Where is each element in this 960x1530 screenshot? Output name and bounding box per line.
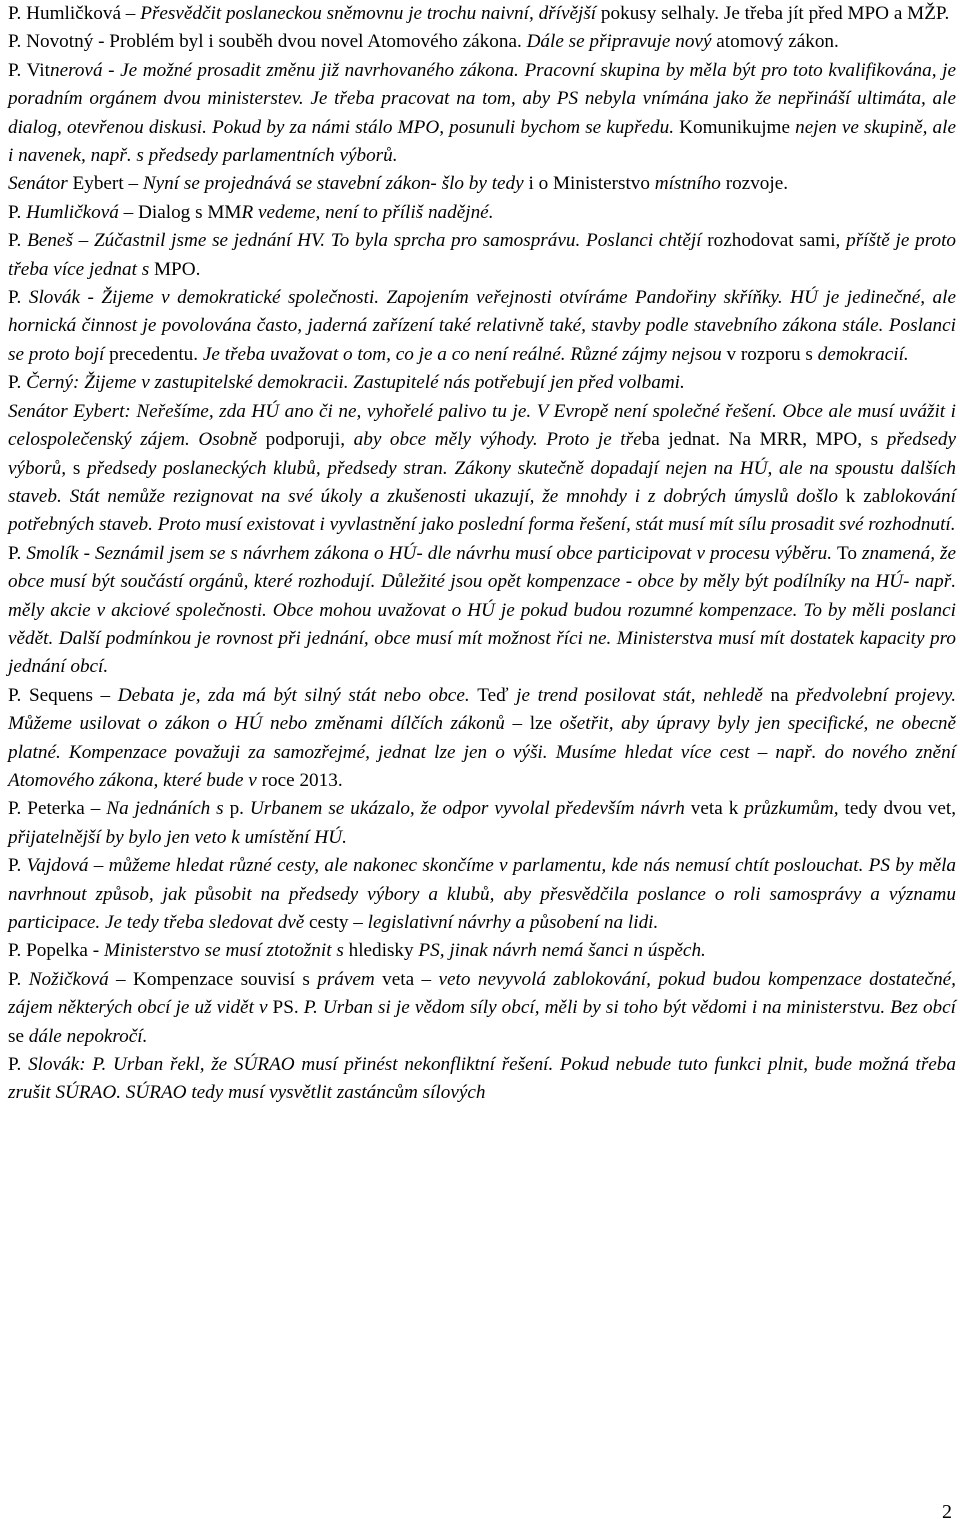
text-run: P. (8, 855, 27, 877)
page-number: 2 (942, 1501, 952, 1523)
text-run: precedentu. (109, 343, 203, 365)
text-run: P. (8, 287, 29, 309)
italic-text-run: Beneš – Zúčastnil jsme se jednání HV. To byla sprcha pro samosprávu. Poslanci chtějí (27, 230, 708, 252)
italic-text-run: Nožičková – (28, 968, 134, 990)
text-run: Komunikujme (679, 116, 796, 138)
text-run: PS. (272, 997, 304, 1019)
italic-text-run: P. Urban si je vědom síly obcí, měli by si toho být vědomi i na ministerstvu. Bez obcí (303, 997, 956, 1019)
italic-text-run: Urbanem se ukázalo, že odpor vyvolal především návrh (249, 798, 691, 820)
italic-text-run: Slovák - Žijeme v demokratické společnosti. Zapojením veřejnosti otvíráme Pandořiny skříňky. HÚ je jedinečné, ale hornická činnost je povolována často, jaderná zařízení také relativně také, stavby podle stavebního zákona stále. Poslanci se proto bojí (8, 287, 956, 365)
text-run: rozvoje. (725, 173, 789, 195)
italic-text-run: právem (317, 968, 383, 990)
italic-text-run: předsedy výborů, (8, 429, 956, 479)
paragraph (8, 937, 956, 965)
italic-text-run: veto nevyvolá zablokování, pokud budou kompenzace dostatečné, zájem některých obcí je už vidět v (8, 968, 956, 1019)
paragraph (8, 284, 956, 369)
text-run: P. Peterka – (8, 798, 107, 820)
text-run: P. (8, 201, 27, 223)
italic-text-run: Ministerstvo se musí ztotožnit s (103, 940, 349, 962)
italic-text-run: R vedeme, není to příliš nadějné. (241, 201, 494, 223)
text-run: k (728, 798, 745, 820)
italic-text-run: příště je proto třeba více jednat s (8, 230, 957, 280)
text-run: pokusy selhaly. Je třeba jít před MPO a MŽP. (600, 3, 950, 24)
text-run: p. (229, 798, 250, 820)
italic-text-run: Nyní se projednává se stavební zákon- šlo by tedy (142, 173, 529, 195)
text-run: na (770, 684, 797, 706)
italic-text-run: Senátor (8, 173, 73, 195)
italic-text-run: blokování potřebných staveb. Proto musí existovat i vyvlastnění jako poslední forma řešení, stát musí mít sílu prosadit své rozhodnutí. (8, 485, 956, 536)
italic-text-run: Humličková – (26, 201, 139, 223)
text-run: To (837, 542, 862, 564)
italic-text-run: demokracií. (817, 343, 909, 365)
text-run: Eybert – (72, 173, 143, 195)
text-run: P. Sequens – (8, 684, 118, 706)
text-run: tedy dvou vet, (844, 798, 956, 820)
text-run: roce 2013. (261, 769, 343, 791)
text-run: P. (8, 542, 27, 564)
text-run: P. Novotný - Problém byl i souběh dvou novel Atomového zákona. (8, 31, 527, 53)
document-body (8, 0, 956, 1108)
italic-text-run: místního (654, 173, 726, 195)
paragraph (8, 0, 956, 28)
paragraph (8, 227, 956, 284)
text-run: i o Ministerstvo (528, 173, 655, 195)
paragraph (8, 852, 956, 937)
italic-text-run: dále nepokročí. (28, 1025, 148, 1047)
italic-text-run: Senátor Eybert: Neřešíme, zda HÚ ano či ne, vyhořelé palivo tu je. V Evropě není společné řešení. Obce ale musí uvážit i celospolečenský zájem. Osobně (8, 400, 956, 451)
text-run: s (72, 457, 88, 479)
paragraph (8, 795, 956, 852)
text-run: MPO. (154, 258, 201, 280)
text-run: rozhodovat sami, (707, 230, 847, 252)
text-run: v rozporu s (726, 343, 818, 365)
text-run: cesty – (309, 912, 368, 933)
italic-text-run: Debata je, zda má být silný stát nebo obce. (117, 684, 478, 706)
italic-text-run: Dále se připravuje nový (526, 31, 717, 53)
paragraph (8, 966, 956, 1051)
text-run: P. (8, 372, 27, 394)
text-run: P. (8, 968, 29, 990)
text-run: P. (8, 230, 28, 252)
italic-text-run: předvolební projevy. Můžeme usilovat o zákon o HÚ nebo změnami dílčích zákonů – (8, 684, 956, 735)
italic-text-run: nerová - Je možné prosadit změnu již navrhovaného zákona. Pracovní skupina by měla být pro toto kvalifikována, je poradním orgánem dvou ministerstev. Je třeba pracovat na tom, aby PS nebyla vnímána jako že nepřináší ultimáta, ale dialog, otevřenou diskusi. Pokud by za námi stálo MPO, posunuli bychom se kupředu. (8, 59, 956, 138)
text-run: podporuji, (265, 429, 354, 451)
italic-text-run: je trend posilovat stát, nehledě (516, 684, 771, 706)
italic-text-run: Slovák: P. Urban řekl, že SÚRAO musí přinést nekonfliktní řešení. Pokud nebude tuto funkci plnit, bude možná třeba zrušit SÚRAO. SÚRAO tedy musí vysvětlit zastáncům sílových (8, 1054, 956, 1104)
italic-text-run: PS, jinak návrh nemá šanci n úspěch. (418, 940, 706, 962)
text-run: hledisky (348, 940, 419, 962)
text-run: veta (690, 798, 729, 820)
italic-text-run: Přesvědčit poslaneckou sněmovnu je trochu naivní, dřívější (140, 3, 601, 24)
paragraph (8, 199, 956, 227)
text-run: P. Vit (8, 59, 50, 81)
italic-text-run: nejen ve skupině, ale i navenek, např. s předsedy parlamentních výborů. (8, 116, 956, 167)
paragraph (8, 170, 956, 198)
italic-text-run: legislativní návrhy a působení na lidi. (367, 912, 659, 933)
text-run: atomový zákon. (716, 31, 839, 53)
text-run: se (8, 1025, 29, 1047)
text-run: ba jednat. Na MRR, MPO, s (641, 429, 887, 451)
paragraph (8, 682, 956, 796)
italic-text-run: Smolík - Seznámil jsem se s návrhem zákona o HÚ- dle návrhu musí obce participovat v procesu výběru. (26, 542, 837, 564)
text-run: Kompenzace souvisí s (133, 968, 318, 990)
paragraph (8, 369, 956, 397)
text-run: k za (845, 485, 881, 507)
italic-text-run: znamená, že obce musí být součástí orgánů, které rozhodují. Důležité jsou opět kompenzace - obce by měly být podílníky na HÚ- např. měly akcie v akciové společnosti. Obce mohou uvažovat o HÚ je pokud budou rozumné kompenzace. To by měli poslanci vědět. Další podmínkou je rovnost při jednání, obce musí mít možnost říci ne. Ministerstva musí mít dostatek kapacity pro jednání obcí. (8, 542, 956, 678)
italic-text-run: aby obce měly výhody. Proto je tře (353, 429, 642, 451)
paragraph (8, 28, 956, 56)
text-run: lze (529, 713, 560, 735)
text-run: P. (8, 1054, 29, 1076)
text-run: veta – (382, 968, 439, 990)
italic-text-run: přijatelnější by bylo jen veto k umístění HÚ. (8, 826, 347, 848)
italic-text-run: předsedy poslaneckých klubů, předsedy stran. Zákony skutečně dopadají nejen na HÚ, ale na spoustu dalších staveb. Stát nemůže rezignovat na své úkoly a zkušenosti ukazují, že mnohdy i z dobrých úmyslů došlo (8, 457, 956, 507)
text-run: Dialog s MM (138, 201, 242, 223)
paragraph (8, 1051, 956, 1108)
italic-text-run: Vajdová – můžeme hledat různé cesty, ale nakonec skončíme v parlamentu, kde nás nemusí chtít poslouchat. PS by měla navrhnout způsob, jak působit na předsedy výbory a klubů, aby přesvědčila poslance o roli samosprávy a významu participace. Je tedy třeba sledovat dvě (8, 855, 957, 933)
italic-text-run: průzkumům, (744, 798, 845, 820)
text-run: P. Popelka - (8, 940, 104, 962)
text-run: Teď (477, 684, 517, 706)
italic-text-run: Na jednáních s (106, 798, 230, 820)
paragraph (8, 57, 956, 171)
text-run: P. Humličková – (8, 3, 141, 24)
italic-text-run: Černý: Žijeme v zastupitelské demokracii. Zastupitelé nás potřebují jen před volbami. (26, 372, 685, 394)
paragraph (8, 398, 956, 540)
italic-text-run: ošetřit, aby úpravy byly jen specifické, ne obecně platné. Kompenzace považuji za samozřejmé, jednat lze jen o výši. Musíme hledat více cest – např. do nového znění Atomového zákona, které bude v (8, 713, 956, 791)
italic-text-run: Je třeba uvažovat o tom, co je a co není reálné. Různé zájmy nejsou (202, 343, 727, 365)
paragraph (8, 540, 956, 682)
